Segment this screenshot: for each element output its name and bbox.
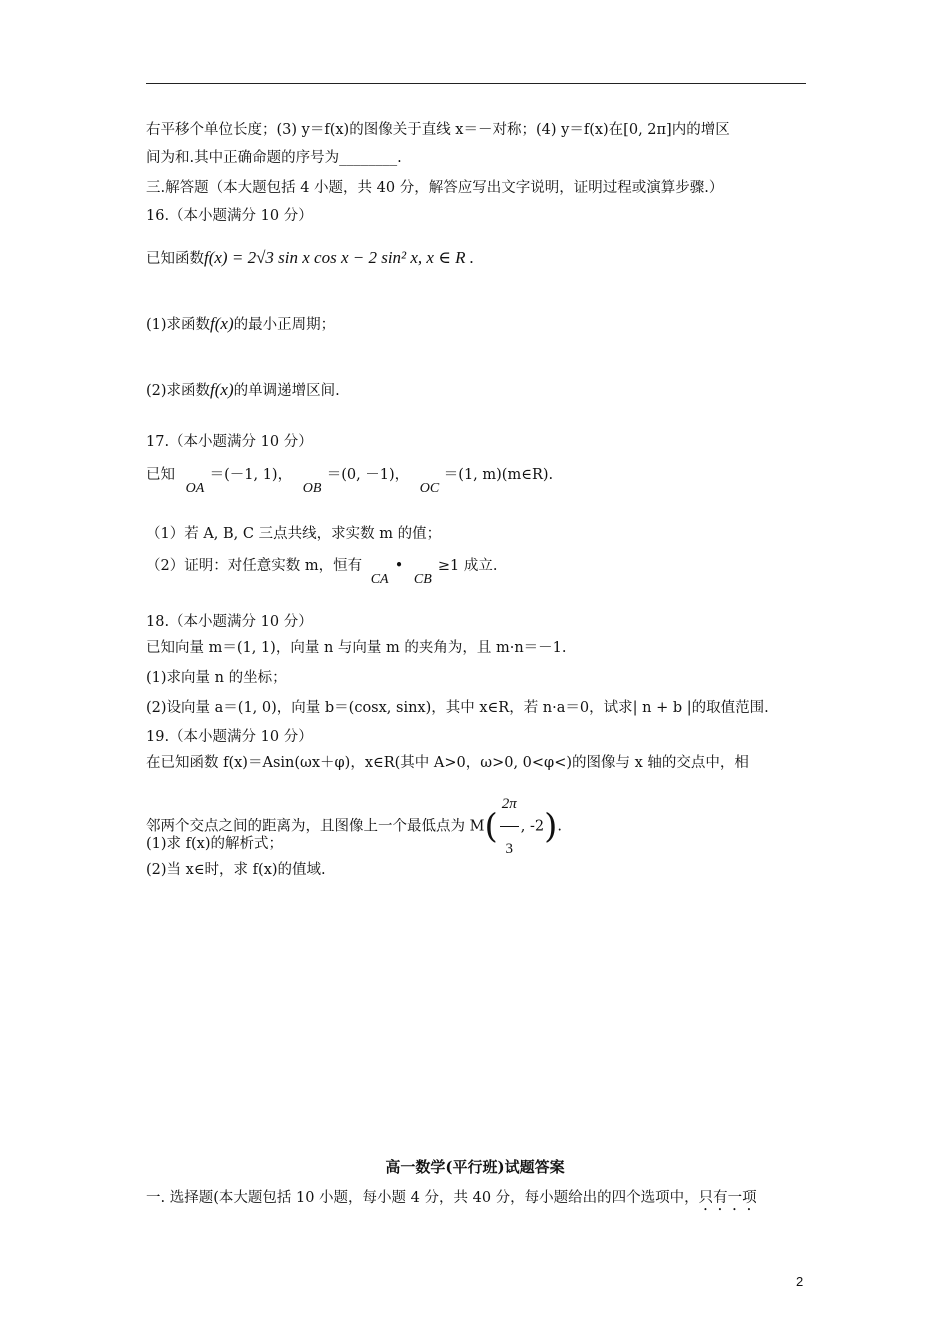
fraction-denominator: 3 xyxy=(505,841,513,857)
q17-stem-prefix: 已知 xyxy=(146,467,175,483)
q17-header: 17.（本小题满分 10 分） xyxy=(146,434,313,450)
answers-line1 xyxy=(146,1188,757,1214)
vector-cb xyxy=(413,556,498,587)
q16-header: 16.（本小题满分 10 分） xyxy=(146,208,313,224)
q19-part1: (1)求 f(x)的解析式； xyxy=(146,836,284,852)
vector-oc-label: OC xyxy=(419,481,440,496)
q17-part2-suffix: ≥1 成立. xyxy=(437,558,498,574)
q19-stem-line1: 在已知函数 f(x)＝Asin(ωx＋φ)，x∈R(其中 A>0，ω>0, 0<φ<)的图像与 x 轴的交点中，相 xyxy=(146,755,749,771)
fraction-numerator: 2π xyxy=(500,782,519,827)
answers-line1-emphasis: 只有一项 xyxy=(698,1190,757,1206)
q16-part2-prefix: (2)求函数 xyxy=(146,383,211,399)
left-paren: ( xyxy=(484,806,498,847)
q17-stem xyxy=(146,465,554,496)
point-x-fraction xyxy=(500,782,519,871)
q19-stem-line2 xyxy=(146,782,562,871)
answers-line1-main: 一. 选择题(本大题包括 10 小题，每小题 4 分，共 40 分，每小题给出的四个选项中， xyxy=(146,1190,699,1206)
q16-part1-fx: f(x) xyxy=(210,314,234,333)
vector-ob xyxy=(302,465,410,496)
vector-oa-label: OA xyxy=(185,481,205,496)
page-number: 2 xyxy=(796,1274,804,1289)
vector-ob-value: ＝(0, －1)， xyxy=(326,467,410,483)
q16-part2 xyxy=(146,380,340,401)
q18-part2: (2)设向量 a＝(1, 0)，向量 b＝(cosx, sinx)，其中 x∈R，若 n·a＝0，试求| n + b |的取值范围. xyxy=(146,700,769,716)
dot-product-symbol: • xyxy=(394,558,404,574)
header-rule xyxy=(146,83,806,84)
vector-oc xyxy=(419,465,554,496)
vector-oa xyxy=(185,465,293,496)
q17-part2 xyxy=(146,556,498,587)
vector-oa-value: ＝(－1, 1)， xyxy=(209,467,293,483)
vector-ca-label: CA xyxy=(370,572,389,587)
q15-continuation-line2: 间为和.其中正确命题的序号为________. xyxy=(146,150,402,166)
section3-header: 三.解答题（本大题包括 4 小题，共 40 分，解答应写出文字说明，证明过程或演算步骤.） xyxy=(146,180,724,196)
q17-part2-prefix: （2）证明：对任意实数 m，恒有 xyxy=(146,558,363,574)
q19-part2: (2)当 x∈时，求 f(x)的值域. xyxy=(146,862,326,878)
vector-cb-label: CB xyxy=(413,572,432,587)
q16-part1-suffix: 的最小正周期； xyxy=(233,317,336,333)
q16-stem-prefix: 已知函数 xyxy=(146,251,204,267)
vector-ob-label: OB xyxy=(302,481,322,496)
q16-stem xyxy=(146,248,474,269)
q18-header: 18.（本小题满分 10 分） xyxy=(146,614,313,630)
q19-stem-line2-prefix: 邻两个交点之间的距离为，且图像上一个最低点为 M xyxy=(146,818,485,835)
vector-oc-value: ＝(1, m)(m∈R). xyxy=(443,467,554,483)
q16-part1 xyxy=(146,314,335,335)
point-y: , -2 xyxy=(520,818,545,835)
q19-header: 19.（本小题满分 10 分） xyxy=(146,729,313,745)
answers-title: 高一数学(平行班)试题答案 xyxy=(385,1158,565,1176)
right-paren: ) xyxy=(544,806,558,847)
q17-part1: （1）若 A, B, C 三点共线，求实数 m 的值； xyxy=(146,526,442,542)
q18-part1: (1)求向量 n 的坐标； xyxy=(146,670,287,686)
q16-part1-prefix: (1)求函数 xyxy=(146,317,211,333)
q18-stem: 已知向量 m＝(1, 1)，向量 n 与向量 m 的夹角为，且 m·n＝－1. xyxy=(146,640,567,656)
vector-ca xyxy=(370,556,404,587)
q16-part2-suffix: 的单调递增区间. xyxy=(233,383,340,399)
q16-part2-fx: f(x) xyxy=(210,380,234,399)
q16-formula: f(x) = 2√3 sin x cos x − 2 sin² x, x ∈ R . xyxy=(204,248,474,267)
q15-continuation-line1: 右平移个单位长度；(3) y＝f(x)的图像关于直线 x＝－对称；(4) y＝f(x)在[0, 2π]内的增区 xyxy=(146,122,730,138)
q19-stem-line2-suffix: . xyxy=(557,818,562,835)
